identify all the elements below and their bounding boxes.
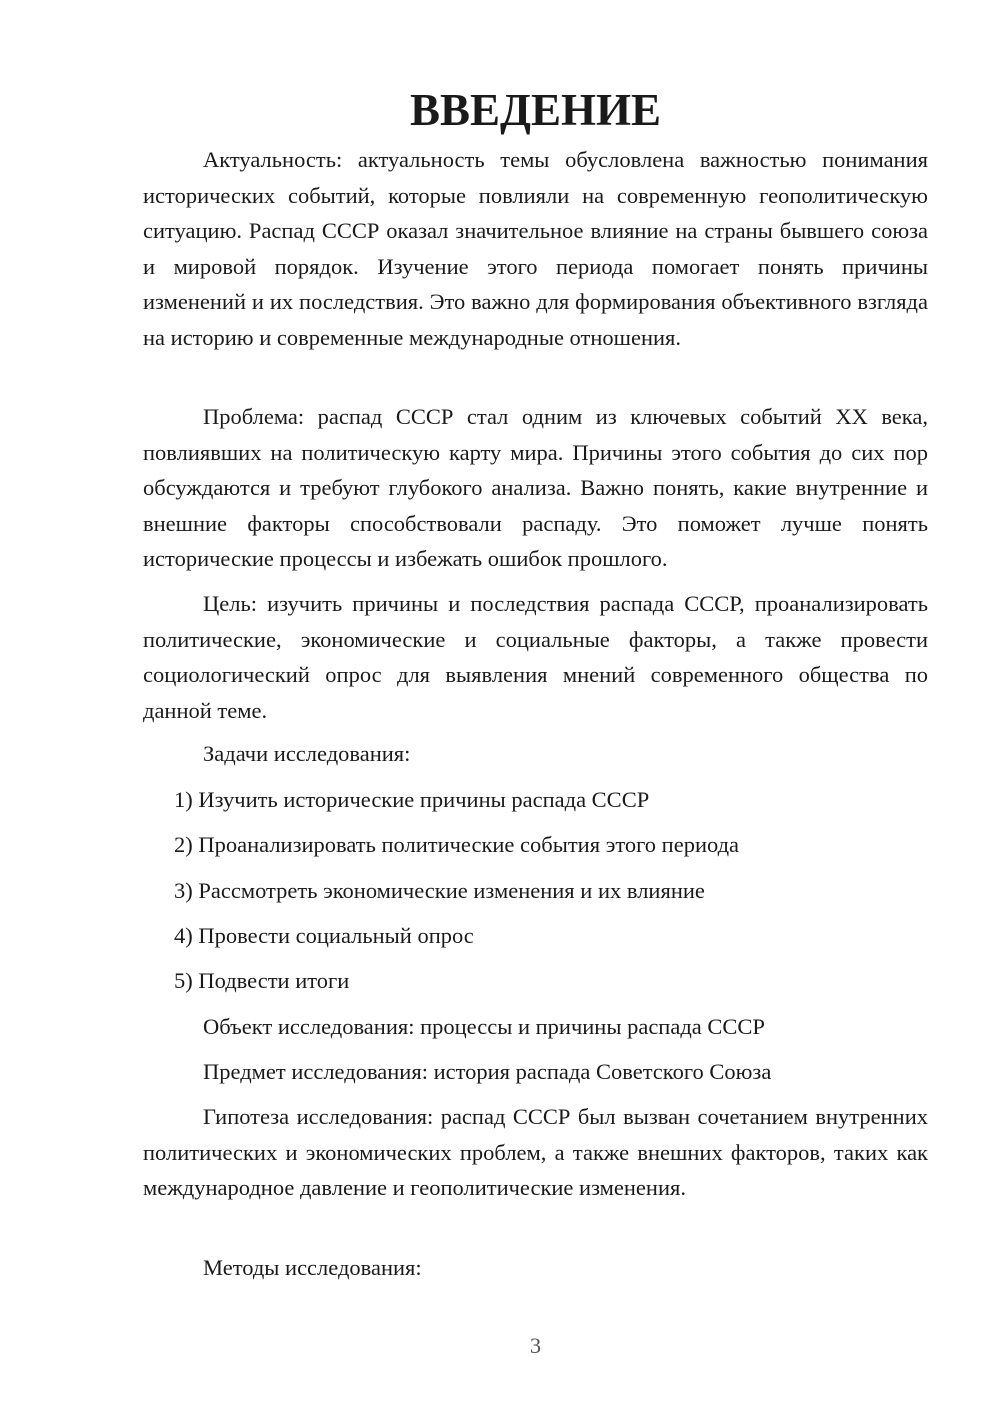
hypothesis-paragraph: Гипотеза исследования: распад СССР был вызван сочетанием внутренних политических и экономических проблем, а также внешних факторов, таких как международное давление и геополитические изменения. bbox=[143, 1104, 928, 1200]
task-item: 3) Рассмотреть экономические изменения и их влияние bbox=[174, 878, 705, 903]
task-item: 5) Подвести итоги bbox=[174, 968, 350, 993]
research-subject: Предмет исследования: история распада Советского Союза bbox=[203, 1059, 772, 1084]
methods-title: Методы исследования: bbox=[203, 1255, 422, 1280]
task-item: 4) Провести социальный опрос bbox=[174, 923, 474, 948]
goal-paragraph: Цель: изучить причины и последствия распада СССР, проанализировать политические, экономические и социальные факторы, а также провести социологический опрос для выявления мнений современного общества по данной теме. bbox=[143, 591, 928, 723]
problem-paragraph: Проблема: распад СССР стал одним из ключевых событий XX века, повлиявших на политическую карту мира. Причины этого события до сих пор обсуждаются и требуют глубокого анализа. Важно понять, какие внутренние и внешние факторы способствовали распаду. Это поможет лучше понять исторические процессы и избежать ошибок прошлого. bbox=[143, 404, 928, 571]
relevance-paragraph: Актуальность: актуальность темы обусловлена важностью понимания исторических событий, которые повлияли на современную геополитическую ситуацию. Распад СССР оказал значительное влияние на страны бывшего союза и мировой порядок. Изучение этого периода помогает понять причины изменений и их последствия. Это важно для формирования объективного взгляда на историю и современные международные отношения. bbox=[143, 147, 928, 350]
page-number: 3 bbox=[529, 1333, 542, 1358]
task-item: 2) Проанализировать политические события этого периода bbox=[174, 832, 740, 857]
tasks-title: Задачи исследования: bbox=[203, 741, 411, 766]
task-item: 1) Изучить исторические причины распада СССР bbox=[174, 787, 650, 812]
page-title: ВВЕДЕНИЕ bbox=[409, 85, 662, 135]
research-object: Объект исследования: процессы и причины распада СССР bbox=[203, 1014, 765, 1039]
